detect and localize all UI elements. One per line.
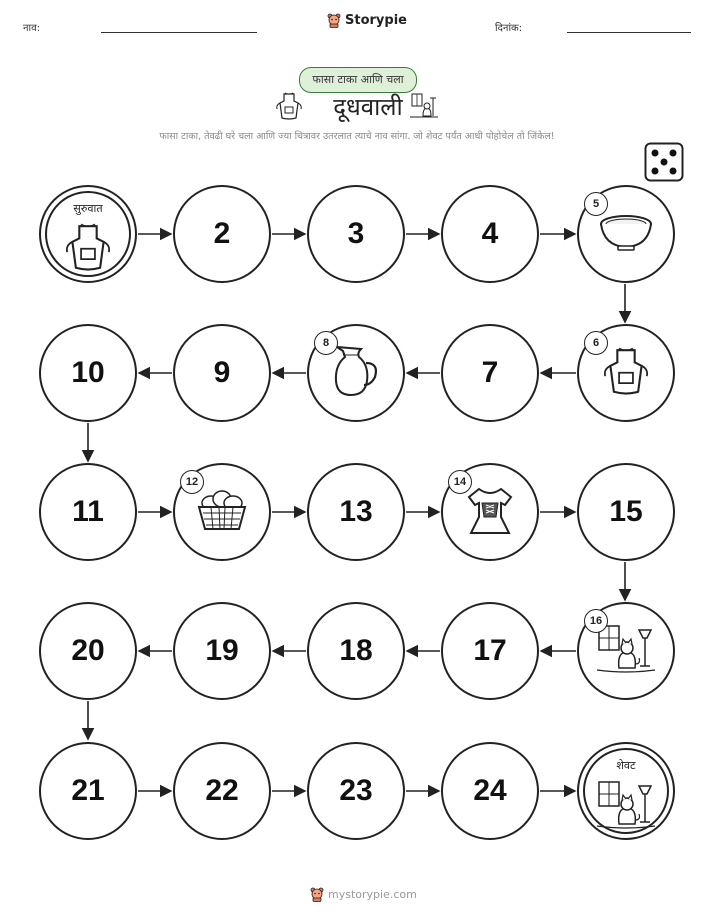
end-label: शेवट <box>616 759 636 772</box>
bowl-icon <box>598 212 654 256</box>
square-number: 4 <box>481 217 499 250</box>
square-11[interactable] <box>39 463 137 561</box>
square-5[interactable] <box>577 185 675 283</box>
end-square[interactable] <box>577 742 675 840</box>
start-square[interactable] <box>39 185 137 283</box>
square-number: 3 <box>347 217 365 250</box>
square-number: 19 <box>205 634 239 667</box>
square-19[interactable] <box>173 602 271 700</box>
square-number-badge: 8 <box>314 331 338 355</box>
square-15[interactable] <box>577 463 675 561</box>
square-number: 13 <box>339 495 373 528</box>
square-number-badge: 5 <box>584 192 608 216</box>
room-with-cat-icon <box>595 778 657 836</box>
start-label: सुरुवात <box>73 202 103 215</box>
square-2[interactable] <box>173 185 271 283</box>
square-number-badge: 14 <box>448 470 472 494</box>
square-number: 10 <box>71 356 105 389</box>
square-13[interactable] <box>307 463 405 561</box>
square-22[interactable] <box>173 742 271 840</box>
square-21[interactable] <box>39 742 137 840</box>
apron-icon <box>64 221 112 277</box>
square-23[interactable] <box>307 742 405 840</box>
square-7[interactable] <box>441 324 539 422</box>
square-number: 2 <box>213 217 231 250</box>
square-24[interactable] <box>441 742 539 840</box>
square-10[interactable] <box>39 324 137 422</box>
square-18[interactable] <box>307 602 405 700</box>
square-17[interactable] <box>441 602 539 700</box>
square-number: 22 <box>205 774 239 807</box>
footer <box>310 886 417 902</box>
square-8[interactable] <box>307 324 405 422</box>
name-label: नाव: <box>23 23 41 34</box>
square-number-badge: 16 <box>584 609 608 633</box>
square-20[interactable] <box>39 602 137 700</box>
brand-name: Storypie <box>345 12 407 28</box>
milk-jug-icon <box>331 343 381 403</box>
square-number: 9 <box>213 356 231 389</box>
activity-tag: फासा टाका आणि चला <box>299 67 417 93</box>
square-number: 15 <box>609 495 643 528</box>
square-number: 7 <box>481 356 499 389</box>
square-16[interactable] <box>577 602 675 700</box>
square-12[interactable] <box>173 463 271 561</box>
square-number: 24 <box>473 774 507 807</box>
apron-icon <box>602 345 650 401</box>
square-6[interactable] <box>577 324 675 422</box>
bread-basket-icon <box>195 487 249 537</box>
bear-mascot-icon <box>310 886 324 902</box>
square-number-badge: 12 <box>180 470 204 494</box>
square-number: 11 <box>72 495 104 528</box>
bodice-dress-icon <box>463 483 517 541</box>
date-label: दिनांक: <box>495 23 523 34</box>
square-number: 17 <box>473 634 507 667</box>
instructions: फासा टाका, तेवढी घरे चला आणि ज्या चित्रावर उतरलात त्याचे नाव सांगा. जो शेवट पर्यंत आधी पोहोचेल तो जिंकेल! <box>159 131 555 142</box>
footer-url[interactable]: mystorypie.com <box>328 887 417 901</box>
square-3[interactable] <box>307 185 405 283</box>
square-number: 21 <box>71 774 105 807</box>
square-4[interactable] <box>441 185 539 283</box>
square-number: 20 <box>71 634 105 667</box>
square-number: 18 <box>339 634 373 667</box>
square-9[interactable] <box>173 324 271 422</box>
room-with-cat-icon <box>595 622 657 680</box>
square-number-badge: 6 <box>584 331 608 355</box>
square-14[interactable] <box>441 463 539 561</box>
square-number: 23 <box>339 774 373 807</box>
page-title: दूधवाली <box>333 93 403 121</box>
